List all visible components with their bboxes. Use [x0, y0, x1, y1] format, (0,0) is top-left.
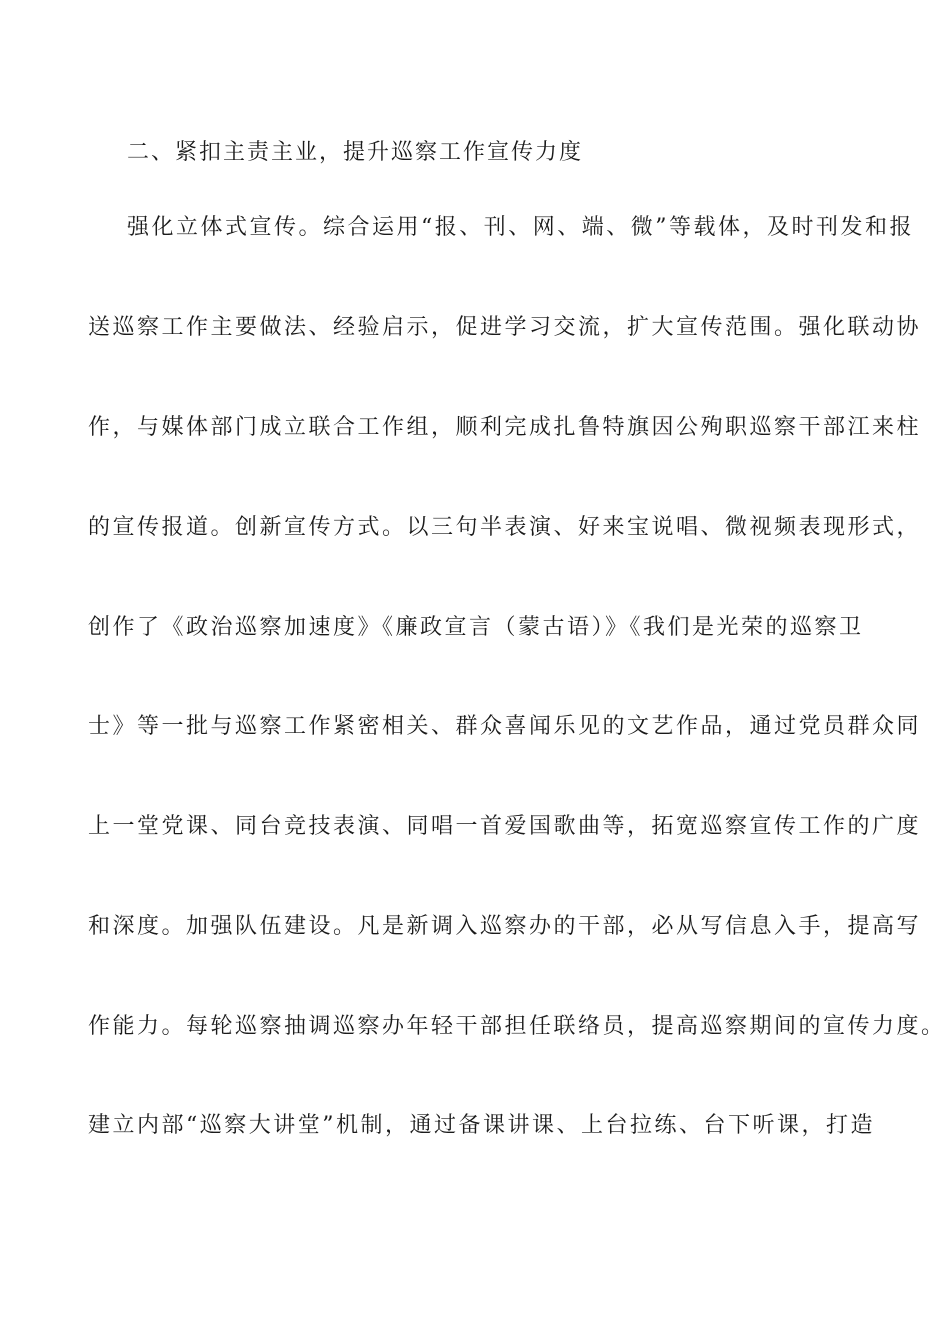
- section-heading: 二、紧扣主责主业，提升巡察工作宣传力度: [127, 140, 584, 165]
- paragraph-line: 建立内部“巡察大讲堂”机制，通过备课讲课、上台拉练、台下听课，打造: [88, 1113, 875, 1138]
- paragraph-line: 上一堂党课、同台竞技表演、同唱一首爱国歌曲等，拓宽巡察宣传工作的广度: [88, 814, 922, 839]
- paragraph-line: 作能力。每轮巡察抽调巡察办年轻干部担任联络员，提高巡察期间的宣传力度。: [88, 1014, 946, 1039]
- paragraph-line: 的宣传报道。创新宣传方式。以三句半表演、好来宝说唱、微视频表现形式，: [88, 515, 922, 540]
- paragraph-line: 和深度。加强队伍建设。凡是新调入巡察办的干部，必从写信息入手，提高写: [88, 914, 922, 939]
- paragraph-line: 送巡察工作主要做法、经验启示，促进学习交流，扩大宣传范围。强化联动协: [88, 315, 922, 340]
- paragraph-line: 作，与媒体部门成立联合工作组，顺利完成扎鲁特旗因公殉职巡察干部江来柱: [88, 415, 922, 440]
- paragraph-line: 士》等一批与巡察工作紧密相关、群众喜闻乐见的文艺作品，通过党员群众同: [88, 714, 922, 739]
- paragraph-line: 强化立体式宣传。综合运用“报、刊、网、端、微”等载体，及时刊发和报: [127, 215, 914, 240]
- paragraph-line: 创作了《政治巡察加速度》《廉政宣言（蒙古语）》《我们是光荣的巡察卫: [88, 615, 864, 640]
